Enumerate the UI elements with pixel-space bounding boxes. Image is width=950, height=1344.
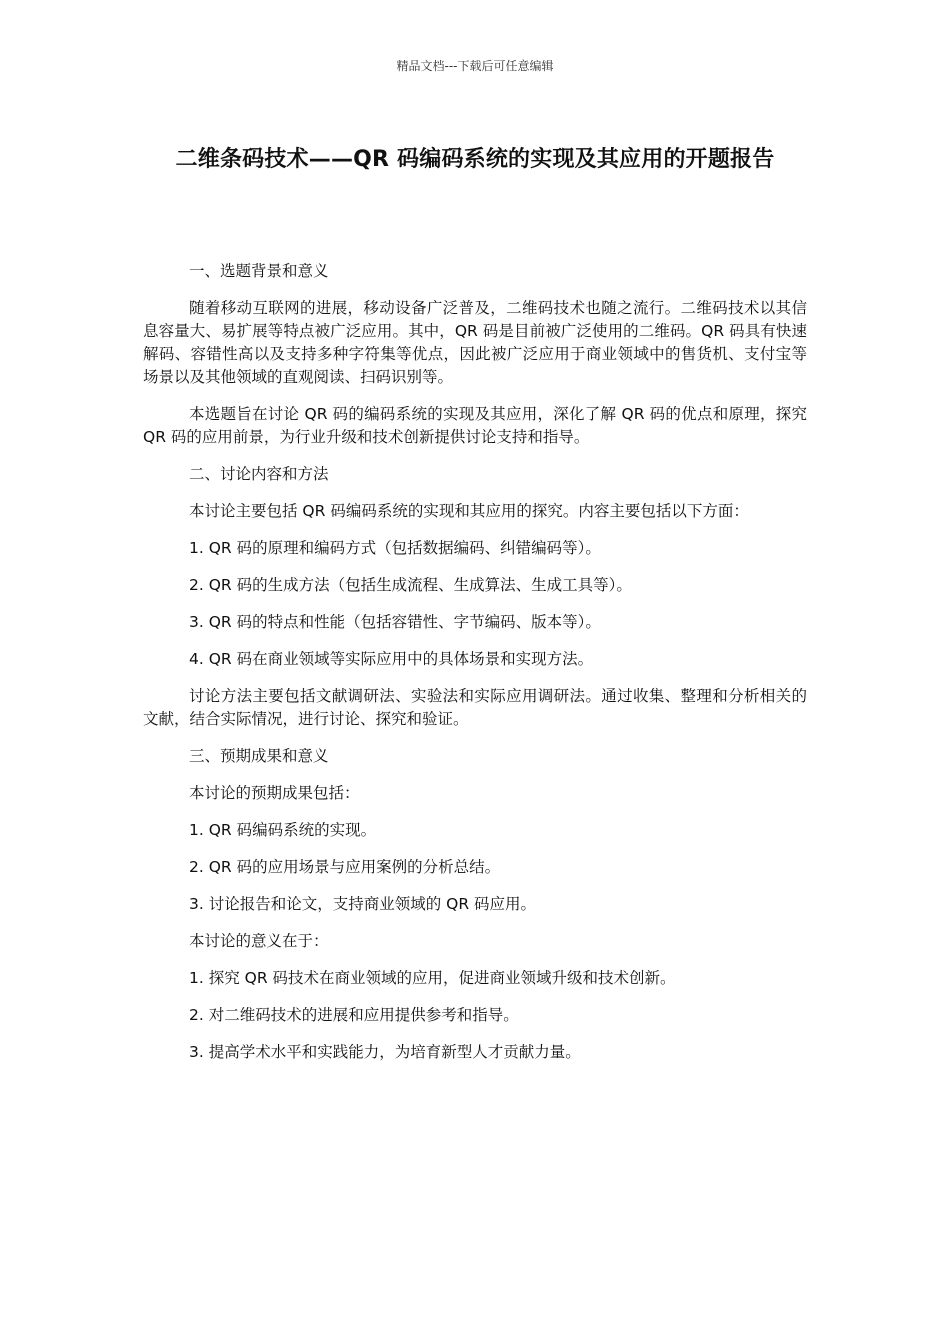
paragraph-methods: 讨论方法主要包括文献调研法、实验法和实际应用调研法。通过收集、整理和分析相关的文献，结合实际情况，进行讨论、探究和验证。	[143, 687, 807, 728]
list-item: 4. QR 码在商业领域等实际应用中的具体场景和实现方法。	[189, 650, 594, 668]
list-item: 2. QR 码的应用场景与应用案例的分析总结。	[189, 858, 501, 876]
list-item: 3. 提高学术水平和实践能力，为培育新型人才贡献力量。	[189, 1043, 581, 1061]
paragraph-content-intro: 本讨论主要包括 QR 码编码系统的实现和其应用的探究。内容主要包括以下方面：	[189, 502, 749, 520]
list-item: 1. QR 码编码系统的实现。	[189, 821, 377, 839]
list-item: 1. QR 码的原理和编码方式（包括数据编码、纠错编码等）。	[189, 539, 601, 557]
document-title: 二维条码技术——QR 码编码系统的实现及其应用的开题报告	[175, 147, 775, 172]
list-item: 1. 探究 QR 码技术在商业领域的应用，促进商业领域升级和技术创新。	[189, 969, 676, 987]
list-item: 2. 对二维码技术的进展和应用提供参考和指导。	[189, 1006, 519, 1024]
paragraph-significance-intro: 本讨论的意义在于：	[189, 932, 329, 950]
list-item: 3. QR 码的特点和性能（包括容错性、字节编码、版本等）。	[189, 613, 601, 631]
section-heading-outcomes: 三、预期成果和意义	[189, 747, 329, 765]
list-item: 2. QR 码的生成方法（包括生成流程、生成算法、生成工具等）。	[189, 576, 632, 594]
header-note: 精品文档---下载后可任意编辑	[396, 59, 554, 73]
section-heading-content: 二、讨论内容和方法	[189, 465, 329, 483]
document-body	[143, 260, 807, 1078]
paragraph-purpose: 本选题旨在讨论 QR 码的编码系统的实现及其应用，深化了解 QR 码的优点和原理，探究 QR 码的应用前景，为行业升级和技术创新提供讨论支持和指导。	[143, 405, 807, 446]
paragraph-outcomes-intro: 本讨论的预期成果包括：	[189, 784, 360, 802]
list-item: 3. 讨论报告和论文，支持商业领域的 QR 码应用。	[189, 895, 537, 913]
paragraph-background: 随着移动互联网的进展，移动设备广泛普及，二维码技术也随之流行。二维码技术以其信息容量大、易扩展等特点被广泛应用。其中，QR 码是目前被广泛使用的二维码。QR 码具有快速解码、容错性高以及支持多种字符集等优点，因此被广泛应用于商业领域中的售货机、支付宝等场景以及其他领域的直观阅读、扫码识别等。	[143, 299, 808, 386]
section-heading-background: 一、选题背景和意义	[189, 262, 329, 280]
